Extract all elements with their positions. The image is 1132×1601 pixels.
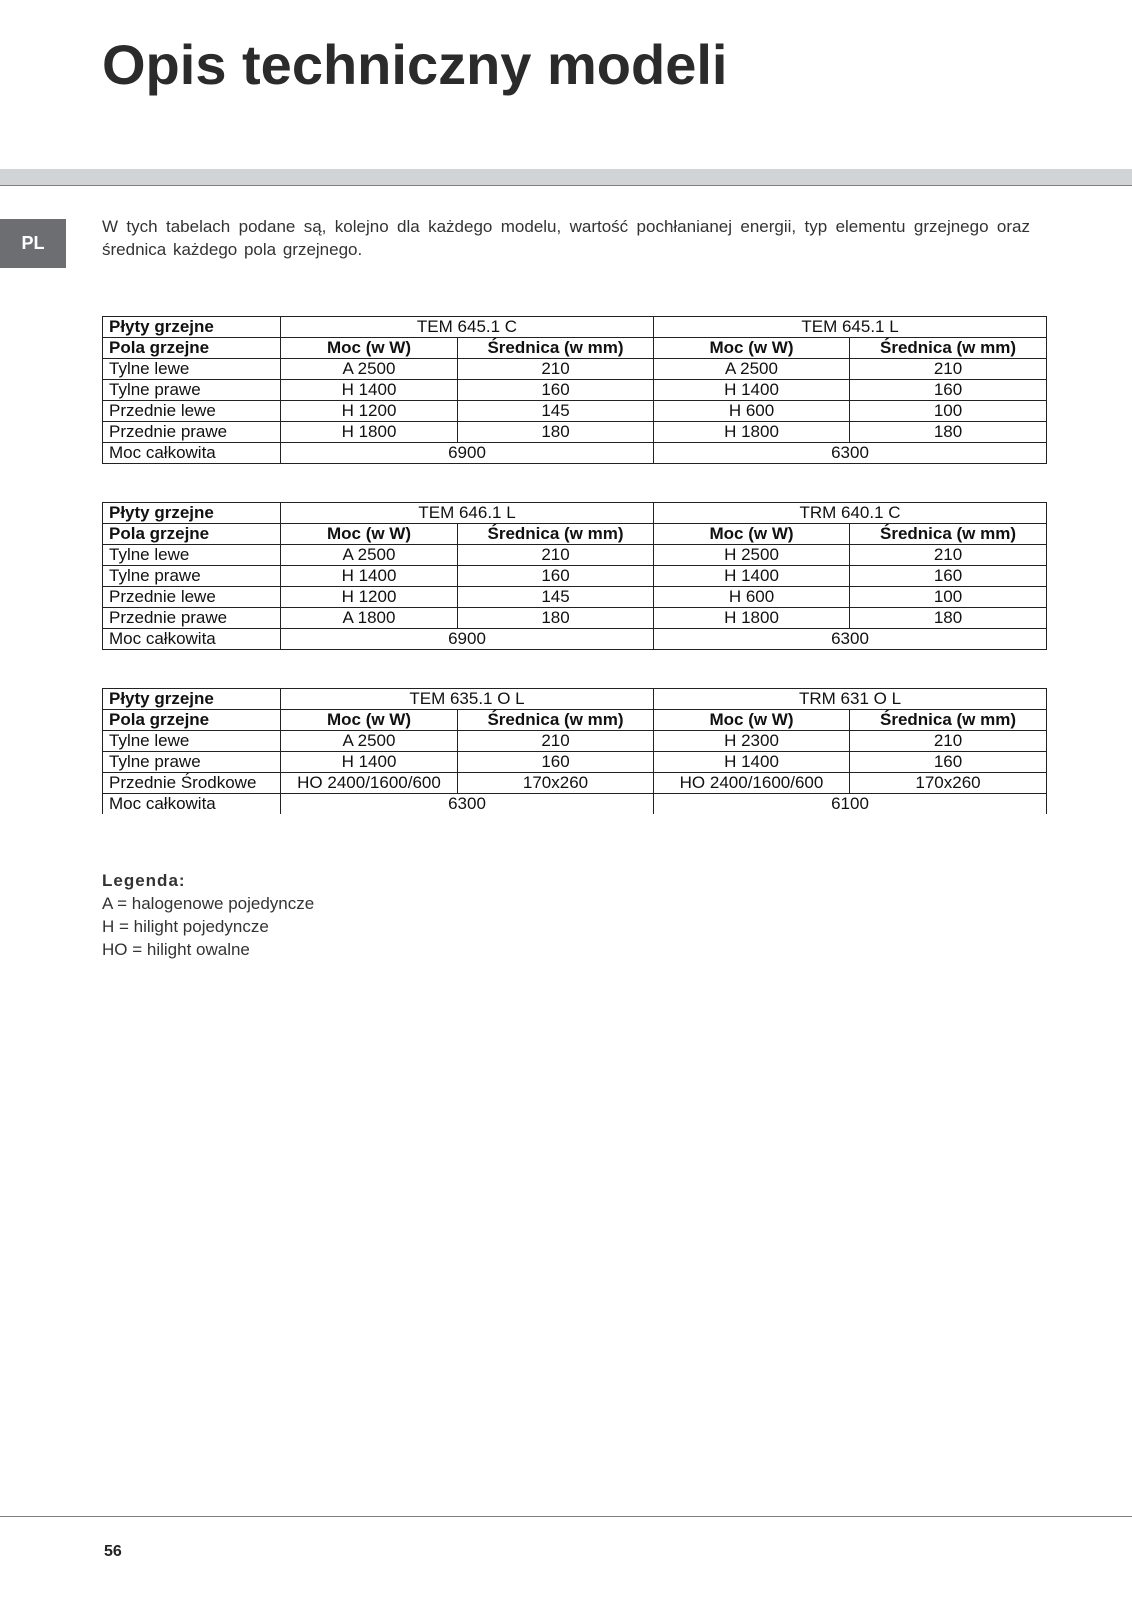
col-diameter: Średnica (w mm) [850, 710, 1047, 731]
power-cell: A 2500 [281, 545, 458, 566]
column-header-row [103, 338, 1047, 359]
header-label: Płyty grzejne [103, 503, 281, 524]
model-name: TEM 645.1 C [281, 317, 654, 338]
col-diameter: Średnica (w mm) [458, 710, 654, 731]
row-label: Tylne lewe [103, 731, 281, 752]
col-diameter: Średnica (w mm) [850, 338, 1047, 359]
spec-table-1 [102, 316, 1047, 464]
total-value: 6100 [654, 794, 1047, 815]
total-label: Moc całkowita [103, 794, 281, 815]
header-band [0, 169, 1132, 186]
power-cell: H 1800 [281, 422, 458, 443]
row-label: Tylne lewe [103, 545, 281, 566]
diameter-cell: 210 [850, 731, 1047, 752]
page-title: Opis techniczny modeli [102, 33, 728, 96]
total-value: 6900 [281, 443, 654, 464]
total-row [103, 629, 1047, 650]
power-cell: H 1400 [654, 566, 850, 587]
model-name: TEM 645.1 L [654, 317, 1047, 338]
diameter-cell: 210 [458, 359, 654, 380]
row-label: Przednie Środkowe [103, 773, 281, 794]
model-name: TRM 631 O L [654, 689, 1047, 710]
power-cell: H 1400 [654, 752, 850, 773]
table-row [103, 359, 1047, 380]
page-number: 56 [104, 1543, 122, 1560]
col-power: Moc (w W) [654, 524, 850, 545]
diameter-cell: 160 [850, 380, 1047, 401]
model-name: TEM 635.1 O L [281, 689, 654, 710]
table-row [103, 566, 1047, 587]
power-cell: H 1400 [654, 380, 850, 401]
spec-table-2 [102, 502, 1047, 650]
row-label: Tylne lewe [103, 359, 281, 380]
total-value: 6300 [654, 443, 1047, 464]
model-name: TEM 646.1 L [281, 503, 654, 524]
total-row [103, 443, 1047, 464]
row-label: Przednie prawe [103, 608, 281, 629]
table-row [103, 422, 1047, 443]
power-cell: H 1400 [281, 380, 458, 401]
subheader-label: Pola grzejne [103, 710, 281, 731]
subheader-label: Pola grzejne [103, 524, 281, 545]
col-diameter: Średnica (w mm) [850, 524, 1047, 545]
total-value: 6300 [654, 629, 1047, 650]
model-header-row [103, 317, 1047, 338]
power-cell: A 2500 [654, 359, 850, 380]
power-cell: A 2500 [281, 359, 458, 380]
legend-item: H = hilight pojedyncze [102, 917, 269, 936]
table-row [103, 752, 1047, 773]
diameter-cell: 180 [850, 608, 1047, 629]
diameter-cell: 160 [850, 752, 1047, 773]
diameter-cell: 160 [458, 380, 654, 401]
model-name: TRM 640.1 C [654, 503, 1047, 524]
model-header-row [103, 689, 1047, 710]
legend-heading: Legenda: [102, 871, 186, 890]
total-label: Moc całkowita [103, 629, 281, 650]
power-cell: H 2500 [654, 545, 850, 566]
total-row [103, 794, 1047, 815]
diameter-cell: 100 [850, 401, 1047, 422]
total-label: Moc całkowita [103, 443, 281, 464]
diameter-cell: 170x260 [850, 773, 1047, 794]
footer-divider [0, 1516, 1132, 1517]
table-row [103, 380, 1047, 401]
diameter-cell: 180 [458, 608, 654, 629]
table-row [103, 545, 1047, 566]
model-header-row [103, 503, 1047, 524]
diameter-cell: 210 [850, 545, 1047, 566]
table-row [103, 401, 1047, 422]
col-power: Moc (w W) [281, 338, 458, 359]
row-label: Tylne prawe [103, 752, 281, 773]
diameter-cell: 210 [850, 359, 1047, 380]
legend-item: A = halogenowe pojedyncze [102, 894, 315, 913]
row-label: Przednie lewe [103, 587, 281, 608]
power-cell: H 1200 [281, 587, 458, 608]
col-power: Moc (w W) [654, 710, 850, 731]
col-diameter: Średnica (w mm) [458, 524, 654, 545]
diameter-cell: 180 [850, 422, 1047, 443]
diameter-cell: 210 [458, 731, 654, 752]
legend-item: HO = hilight owalne [102, 940, 250, 959]
power-cell: H 2300 [654, 731, 850, 752]
language-tab: PL [0, 219, 66, 268]
header-label: Płyty grzejne [103, 317, 281, 338]
power-cell: H 1200 [281, 401, 458, 422]
row-label: Tylne prawe [103, 380, 281, 401]
spec-table-3 [102, 688, 1047, 814]
col-diameter: Średnica (w mm) [458, 338, 654, 359]
power-cell: H 1400 [281, 752, 458, 773]
diameter-cell: 180 [458, 422, 654, 443]
legend [102, 869, 314, 961]
diameter-cell: 170x260 [458, 773, 654, 794]
power-cell: H 600 [654, 401, 850, 422]
diameter-cell: 145 [458, 401, 654, 422]
power-cell: H 1400 [281, 566, 458, 587]
col-power: Moc (w W) [281, 524, 458, 545]
total-value: 6900 [281, 629, 654, 650]
col-power: Moc (w W) [654, 338, 850, 359]
diameter-cell: 210 [458, 545, 654, 566]
total-value: 6300 [281, 794, 654, 815]
power-cell: H 600 [654, 587, 850, 608]
power-cell: H 1800 [654, 608, 850, 629]
header-label: Płyty grzejne [103, 689, 281, 710]
column-header-row [103, 524, 1047, 545]
diameter-cell: 100 [850, 587, 1047, 608]
row-label: Przednie prawe [103, 422, 281, 443]
diameter-cell: 145 [458, 587, 654, 608]
diameter-cell: 160 [850, 566, 1047, 587]
power-cell: A 2500 [281, 731, 458, 752]
table-row [103, 608, 1047, 629]
diameter-cell: 160 [458, 566, 654, 587]
column-header-row [103, 710, 1047, 731]
table-row [103, 587, 1047, 608]
row-label: Przednie lewe [103, 401, 281, 422]
table-row [103, 731, 1047, 752]
row-label: Tylne prawe [103, 566, 281, 587]
col-power: Moc (w W) [281, 710, 458, 731]
subheader-label: Pola grzejne [103, 338, 281, 359]
power-cell: HO 2400/1600/600 [654, 773, 850, 794]
diameter-cell: 160 [458, 752, 654, 773]
power-cell: H 1800 [654, 422, 850, 443]
intro-paragraph: W tych tabelach podane są, kolejno dla każdego modelu, wartość pochłanianej energii, typ elementu grzejnego oraz średnica każdego pola grzejnego. [102, 217, 1030, 259]
table-row [103, 773, 1047, 794]
power-cell: HO 2400/1600/600 [281, 773, 458, 794]
power-cell: A 1800 [281, 608, 458, 629]
